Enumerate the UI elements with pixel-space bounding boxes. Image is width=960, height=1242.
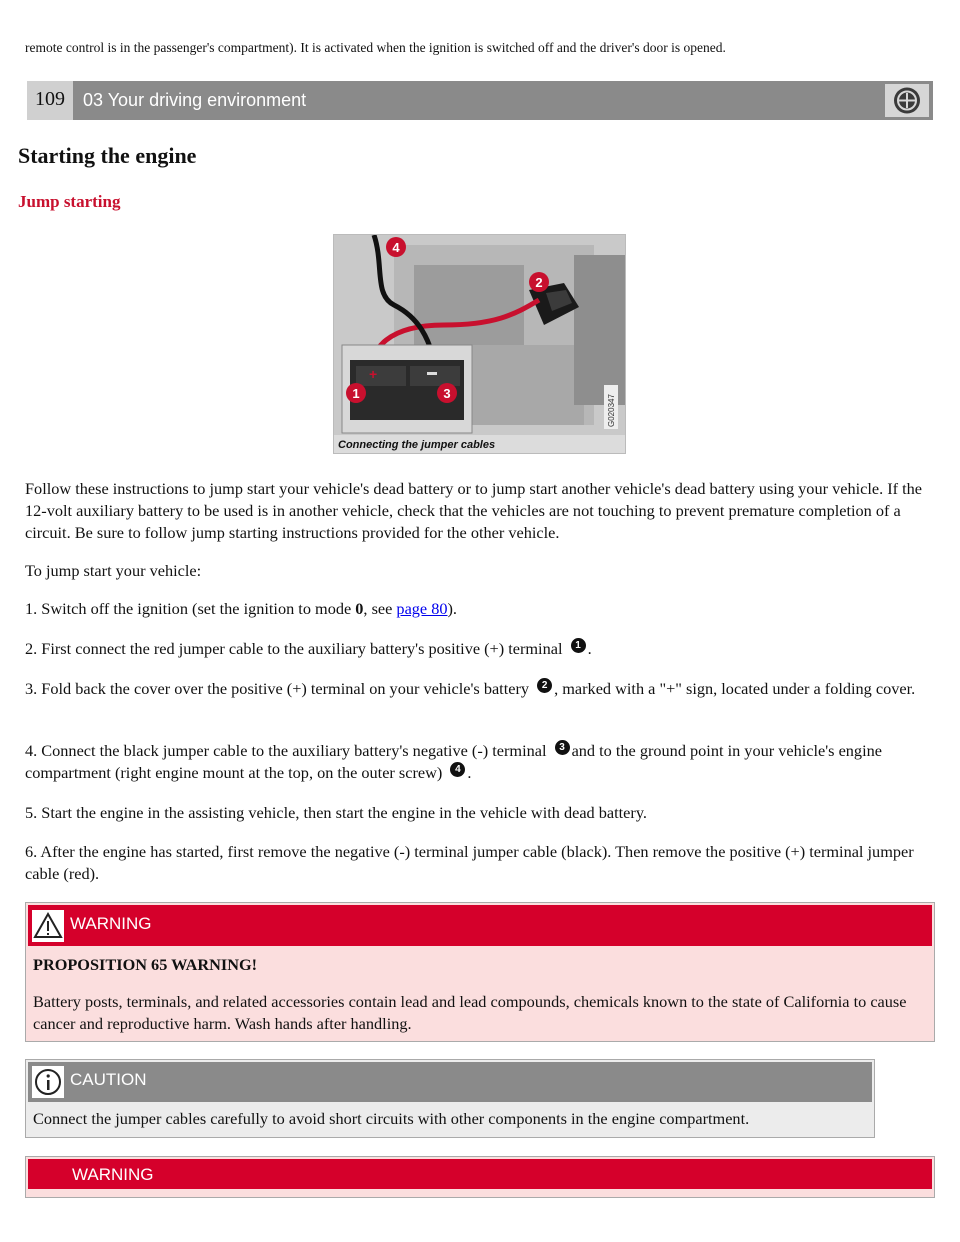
page-number: 109 [27,81,73,120]
caution-text: Connect the jumper cables carefully to avoid short circuits with other components in the engine compartment. [33,1109,750,1128]
callout-1-label: 1 [352,386,360,401]
callout-badge-2: 2 [537,678,552,693]
section-heading: Starting the engine [18,143,197,168]
step-6: 6. After the engine has started, first remove the negative (-) terminal jumper cable (black). Then remove the positive (+) terminal jumper cable (red). [25,842,914,883]
warning-box-2 [25,1156,935,1198]
warning-label: WARNING [70,914,152,933]
caution-box [25,1059,875,1138]
steps-intro: To jump start your vehicle: [25,561,202,580]
step-3: 3. Fold back the cover over the positive (+) terminal on your vehicle's battery 2 , marked with a "+" sign, located under a folding cover. [25,679,916,698]
step-5: 5. Start the engine in the assisting vehicle, then start the engine in the vehicle with dead battery. [25,803,647,822]
step-1: 1. Switch off the ignition (set the ignition to mode 0, see page 80). [25,599,458,618]
callout-badge-3: 3 [555,740,570,755]
intro-paragraph: Follow these instructions to jump start your vehicle's dead battery or to jump start another vehicle's dead battery using your vehicle. If the 12-volt auxiliary battery to be used is in another vehicle, check that the vehicles are not touching to prevent premature completion of a circuit. Be sure to follow jump starting instructions provided for the other vehicle. [25,479,923,542]
warning-title: PROPOSITION 65 WARNING! [33,955,258,974]
intro-line: remote control is in the passenger's compartment). It is activated when the ignition is switched off and the driver's door is opened. [25,40,726,55]
warning2-label: WARNING [72,1165,154,1184]
subsection-heading: Jump starting [18,192,121,211]
caution-label: CAUTION [70,1070,147,1089]
callout-4-label: 4 [392,240,400,255]
warning-header [28,905,932,946]
callout-2-label: 2 [535,275,543,290]
ignition-mode: 0 [355,599,364,618]
callout-3-label: 3 [443,386,451,401]
svg-text:+: + [369,366,378,382]
warning-text: Battery posts, terminals, and related accessories contain lead and lead compounds, chemicals known to the state of California to cause cancer and reproductive harm. Wash hands after handling. [33,992,907,1033]
callout-badge-4: 4 [450,762,465,777]
chapter-title: 03 Your driving environment [83,90,307,110]
caution-header [28,1062,872,1102]
info-icon [32,1066,64,1098]
warning2-header [28,1159,932,1189]
warning-box-prop65 [25,902,935,1042]
step-4: 4. Connect the black jumper cable to the auxiliary battery's negative (-) terminal 3 and to the ground point in your vehicle's engine compartment (right engine mount at the top, on the outer screw) 4 . [25,741,882,782]
callout-badge-1: 1 [571,638,586,653]
figure-code: G020347 [607,394,616,427]
warning-triangle-icon [32,910,64,942]
step-2: 2. First connect the red jumper cable to the auxiliary battery's positive (+) terminal 1 . [25,639,592,658]
jumper-cable-figure [333,234,626,454]
figure-caption: Connecting the jumper cables [338,439,496,451]
volvo-logo-icon [885,84,929,117]
page-80-link[interactable]: page 80 [396,599,448,618]
chapter-bar [27,81,933,120]
